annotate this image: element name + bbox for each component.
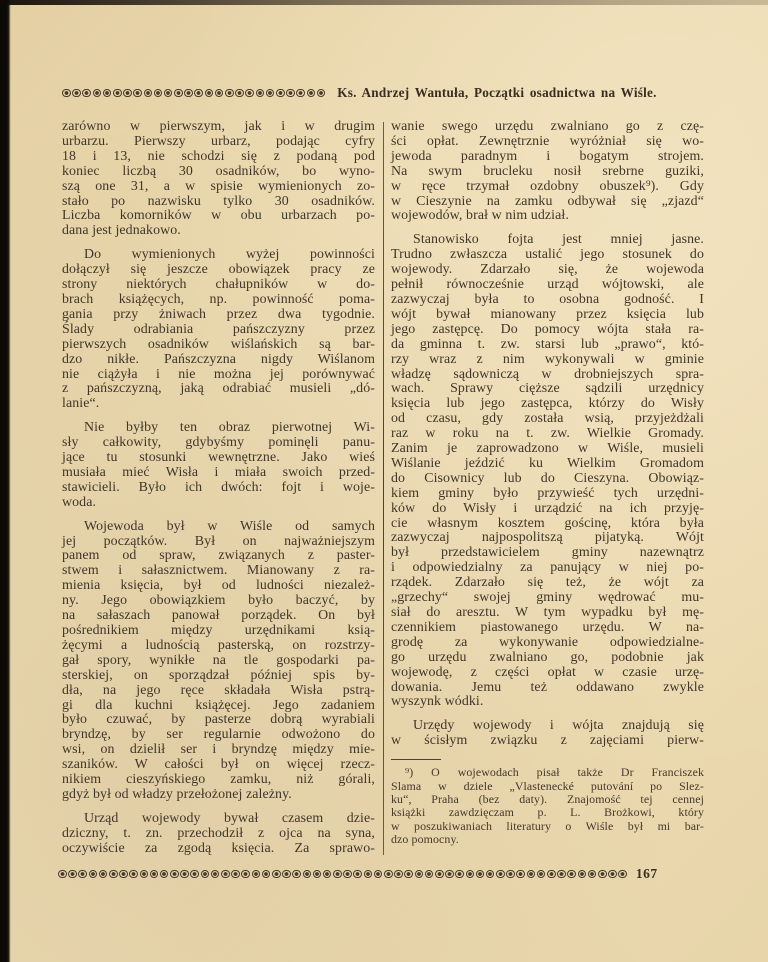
circle-ornament-icon [557,870,566,879]
running-header [62,84,710,102]
footnote-line: książki zawdzięczam p. L. Brożkowi, który [391,805,704,820]
text-line: pełnił równocześnie urząd wójtowski, ale [391,277,704,293]
circle-ornament-icon [154,89,163,98]
text-line: da gminna t. zw. starsi lub „prawo“, któ- [391,336,704,352]
text-line: „grzechy“ swojej gminy wędrować mu- [391,590,704,606]
circle-ornament-icon [307,89,316,98]
text-line: szą one 31, a w spisie wymienionych zo- [62,178,375,194]
circle-ornament-icon [262,870,271,879]
circle-ornament-icon [276,89,285,98]
text-line: jące tu stosunki wewnętrzne. Jako wieś [62,450,375,466]
footnote-line: ⁹) O wojewodach pisał także Dr Franciszek [405,765,704,780]
text-line: oczywiście za zgodą księcia. Za sprawo- [62,840,375,856]
circle-ornament-icon [109,870,118,879]
circle-ornament-icon [72,89,81,98]
footnote-line: Slama w dziele „Vlastenecké putování po Slez- [391,778,704,793]
text-line: lanie“. [62,396,100,412]
text-line: w ręce trzymał ozdobny obuszek⁹). Gdy [391,178,704,194]
text-line: władzę sądowniczą w drobniejszych spra- [391,366,704,382]
text-line: gania przy żniwach przez dwa tygodnie. [62,306,375,322]
circle-ornament-icon [445,870,454,879]
circle-ornament-icon [527,870,536,879]
text-line: gdyż był od władzy przełożonej zależny. [62,786,292,802]
circle-ornament-icon [205,89,214,98]
paragraph [62,421,375,510]
circle-ornament-icon [333,870,342,879]
text-line: dzo nikłe. Pańszczyzna nigdy Wiślanom [62,351,375,367]
paragraph [391,719,704,749]
circle-ornament-icon [119,870,128,879]
text-line: stawicieli. Było ich dwóch: fojt i woje- [62,479,375,495]
text-line: dowania. Jemu też oddawano zwykle [391,679,704,695]
text-line: wanie swego urzędu zwalniano go z czę- [391,119,704,134]
text-line: szaników. W całości był on więcej rzecz- [62,757,375,773]
circle-ornament-icon [180,870,189,879]
text-line: wsi, on dzielił ser i bryndzę między mie- [62,742,375,758]
circle-ornament-icon [201,870,210,879]
text-line: żęcymi a ludnością pasterską, on rozstrzy- [62,637,375,653]
circle-ornament-icon [374,870,383,879]
footnote [391,766,704,846]
circle-ornament-icon [292,870,301,879]
circle-ornament-icon [129,870,138,879]
text-line: stało po nazwisku tylko 30 osadników. [62,193,375,209]
circle-ornament-icon [231,870,240,879]
circle-ornament-icon [133,89,142,98]
text-line: Trudno zwłaszcza ustalić jego stosunek do [391,247,704,263]
circle-ornament-icon [317,89,326,98]
text-line: wach. Sprawy cięższe sądzili urzędnicy [391,381,704,397]
circle-ornament-icon [99,870,108,879]
text-line: wójt bywał mianowany przez księcia lub [391,306,704,322]
running-header-title: Ks. Andrzej Wantuła, Początki osadnictwa na Wiśle. [337,85,657,100]
circle-ornament-icon [282,870,291,879]
text-line: Na swym brucleku nosił srebrne guziki, [391,163,704,179]
circle-ornament-icon [194,89,203,98]
circle-ornament-icon [608,870,617,879]
circle-ornament-icon [164,89,173,98]
text-line: cie własnym kosztem gościnę, która była [391,515,704,531]
circle-ornament-icon [256,89,265,98]
paragraph [62,520,375,803]
paragraph [391,233,704,710]
text-line: był przedstawicielem gminy nazewnątrz [391,545,704,561]
text-line: jego zastępcę. Do pomocy wójta stała ra- [391,321,704,337]
text-line: Do wymienionych wyżej powinności [84,247,375,263]
footnote-line: ku“, Praha (bez daty). Znajomość tej cennej [391,791,704,806]
circle-ornament-icon [58,870,67,879]
text-line: Liczba komorników w obu urbarzach po- [62,208,375,224]
text-line: wojewodów, brał w nim udział. [391,208,569,224]
text-line: do Cisownicy lub do Cieszyna. Obowiąz- [391,470,704,486]
text-line: wyszynk wódki. [391,694,484,710]
circle-ornament-icon [140,870,149,879]
text-line: w Cieszynie na zamku odbywał się „zjazd“ [391,193,704,209]
circle-ornament-icon [394,870,403,879]
text-line: Ślady odrabiania pańszczyzny przez [62,321,375,337]
text-column-left [62,120,375,857]
circle-ornament-icon [103,89,112,98]
circle-ornament-icon [537,870,546,879]
text-line: zazwyczaj najpospolitszą pijatyką. Wójt [391,530,704,546]
circle-ornament-icon [466,870,475,879]
text-line: dziczny, t. zn. przechodził z ojca na syna, [62,825,375,841]
circle-ornament-icon [313,870,322,879]
circle-ornament-icon [364,870,373,879]
circle-ornament-icon [78,870,87,879]
text-line: ści opłat. Zewnętrznie wyróżniał się wo- [391,133,704,149]
circle-ornament-icon [174,89,183,98]
text-line: Stanowisko fojta jest mniej jasne. [413,232,704,248]
circle-ornament-icon [496,870,505,879]
text-line: Nie byłby ten obraz pierwotnej Wi- [84,420,375,436]
circle-ornament-icon [516,870,525,879]
text-line: pierwszych osadników wiślańskich są bar- [62,336,375,352]
text-line: było czuwać, by pasterze dobrą wyrabiali [62,712,375,728]
text-line: woda. [62,494,97,510]
circle-ornament-icon [241,870,250,879]
column-divider-rule [383,122,384,855]
circle-ornament-icon [225,89,234,98]
circle-ornament-icon [266,89,275,98]
circle-ornament-icon [486,870,495,879]
text-line: od czasu, gdy została wsią, przyjeżdżali [391,411,704,427]
text-line: z pańszczyzną, jaką odrabiać musieli „dó- [62,381,375,397]
footnote-rule [391,759,441,760]
text-line: dła, na jego ręce składała Wisła pstrą- [62,682,375,698]
circle-ornament-icon [221,870,230,879]
circle-ornament-icon [123,89,132,98]
circle-ornament-icon [68,870,77,879]
text-line: sły całkowity, gdybyśmy pominęli panu- [62,435,375,451]
text-line: dołączył się jeszcze obowiązek pracy ze [62,262,375,278]
circle-ornament-icon [286,89,295,98]
text-line: ny. Jego obowiązkiem było baczyć, by [62,593,375,609]
text-line: mienia księcia, był od ludności niezależ- [62,578,375,594]
ornament-border-top [62,89,325,98]
text-line: zarówno w pierwszym, jak i w drugim [62,119,375,134]
text-line: siał do aresztu. W tym wypadku był mę- [391,605,704,620]
circle-ornament-icon [343,870,352,879]
text-line: strony niektórych chałupników w do- [62,277,375,293]
text-line: rzy wraz z nim wykonywali w gminie [391,351,704,367]
circle-ornament-icon [62,89,71,98]
text-line: jewoda paradnym i bogatym strojem. [391,148,704,164]
text-line: bryndzę, by ser regularnie odwożono do [62,727,375,743]
text-line: na sałaszach panował porządek. On był [62,608,375,624]
circle-ornament-icon [547,870,556,879]
paragraph [62,248,375,412]
text-line: wojewody. Zdarzało się, że wojewoda [391,262,704,278]
text-line: czennikiem piastowanego urzędu. W na- [391,619,704,635]
circle-ornament-icon [353,870,362,879]
text-column-right-body [391,120,704,749]
circle-ornament-icon [170,870,179,879]
circle-ornament-icon [252,870,261,879]
text-line: go urzędu zwalniano go, podobnie jak [391,649,704,665]
text-line: dana jest jednakowo. [62,223,181,239]
text-line: rządek. Zdarzało się też, że wójt za [391,575,704,591]
circle-ornament-icon [425,870,434,879]
circle-ornament-icon [404,870,413,879]
circle-ornament-icon [506,870,515,879]
circle-ornament-icon [235,89,244,98]
text-line: panem od spraw, związanych z paster- [62,548,375,564]
circle-ornament-icon [296,89,305,98]
circle-ornament-icon [618,870,627,879]
text-line: Urząd wojewody bywał czasem dzie- [84,810,375,826]
circle-ornament-icon [245,89,254,98]
text-line: jej początków. Był on najważniejszym [62,533,375,549]
circle-ornament-icon [184,89,193,98]
text-line: i odpowiedzialny za panujący w niej po- [391,560,704,576]
text-line: musiała mieć Wisła i miała swoich przed- [62,464,375,480]
circle-ornament-icon [303,870,312,879]
circle-ornament-icon [272,870,281,879]
scan-edge-shadow [0,0,768,5]
circle-ornament-icon [89,870,98,879]
text-line: nikiem cieszyńskiego zamku, niż górali, [62,772,375,788]
page-number: 167 [635,866,658,881]
book-spine-shadow [0,0,11,962]
text-line: urbarzu. Pierwszy urbarz, podając cyfry [62,133,375,149]
circle-ornament-icon [215,89,224,98]
ornament-border-bottom [58,870,627,879]
text-line: kiem gminy było przywieść tych urzędni- [391,485,704,501]
circle-ornament-icon [144,89,153,98]
text-line: 18 i 13, nie schodzi się z podaną pod [62,148,375,164]
text-column-right [391,120,704,847]
circle-ornament-icon [578,870,587,879]
circle-ornament-icon [190,870,199,879]
text-line: Zanim je zaprowadzono w Wiśle, musieli [391,441,704,457]
text-line: pośrednikiem między urzędnikami ksią- [62,623,375,638]
circle-ornament-icon [82,89,91,98]
circle-ornament-icon [150,870,159,879]
footnote-line: dzo pomocny. [391,832,459,847]
circle-ornament-icon [93,89,102,98]
circle-ornament-icon [567,870,576,879]
text-line: Wojewoda był w Wiśle od samych [84,518,375,534]
text-line: stwem i sałasznictwem. Mianowany z ra- [62,563,375,579]
text-line: nie ciążyła i nie można jej porównywać [62,366,375,382]
circle-ornament-icon [435,870,444,879]
circle-ornament-icon [160,870,169,879]
text-line: Urzędy wojewody i wójta znajdują się [413,718,704,734]
text-line: gał spory, wynikłe na tle gospodarki pa- [62,652,375,668]
text-line: księcia lub jego zastępca, którzy do Wisły [391,396,704,412]
text-line: brach książęcych, np. powinność poma- [62,291,375,307]
circle-ornament-icon [323,870,332,879]
circle-ornament-icon [415,870,424,879]
text-line: w ścisłym związku z zajęciami pierw- [391,733,704,749]
circle-ornament-icon [598,870,607,879]
text-line: gi dla kuchni książęcej. Jego zadaniem [62,697,375,713]
text-line: wojewodę, z części opłat w czasie urzę- [391,664,704,680]
paragraph [62,120,375,239]
text-line: zazwyczaj była to osobna godność. I [391,291,704,307]
text-line: raz w roku na t. zw. Wielkie Gromady. [391,426,704,442]
circle-ornament-icon [384,870,393,879]
circle-ornament-icon [476,870,485,879]
text-line: Wiślanie jeździć ku Wielkim Gromadom [391,455,704,471]
paragraph [62,812,375,857]
circle-ornament-icon [113,89,122,98]
footnote-line: w poszukiwaniach literatury o Wiśle był mi bar- [391,818,704,833]
circle-ornament-icon [588,870,597,879]
circle-ornament-icon [455,870,464,879]
text-line: grodę za wykonywanie odpowiedzialne- [391,634,704,650]
paragraph [391,120,704,224]
circle-ornament-icon [211,870,220,879]
page-footer [58,866,718,882]
text-line: sterskiej, on sporządzał później spis by- [62,667,375,683]
text-line: ków do Wisły i urządzić na ich przyję- [391,500,704,516]
text-line: koniec liczbą 30 osadników, bo wyno- [62,163,375,179]
